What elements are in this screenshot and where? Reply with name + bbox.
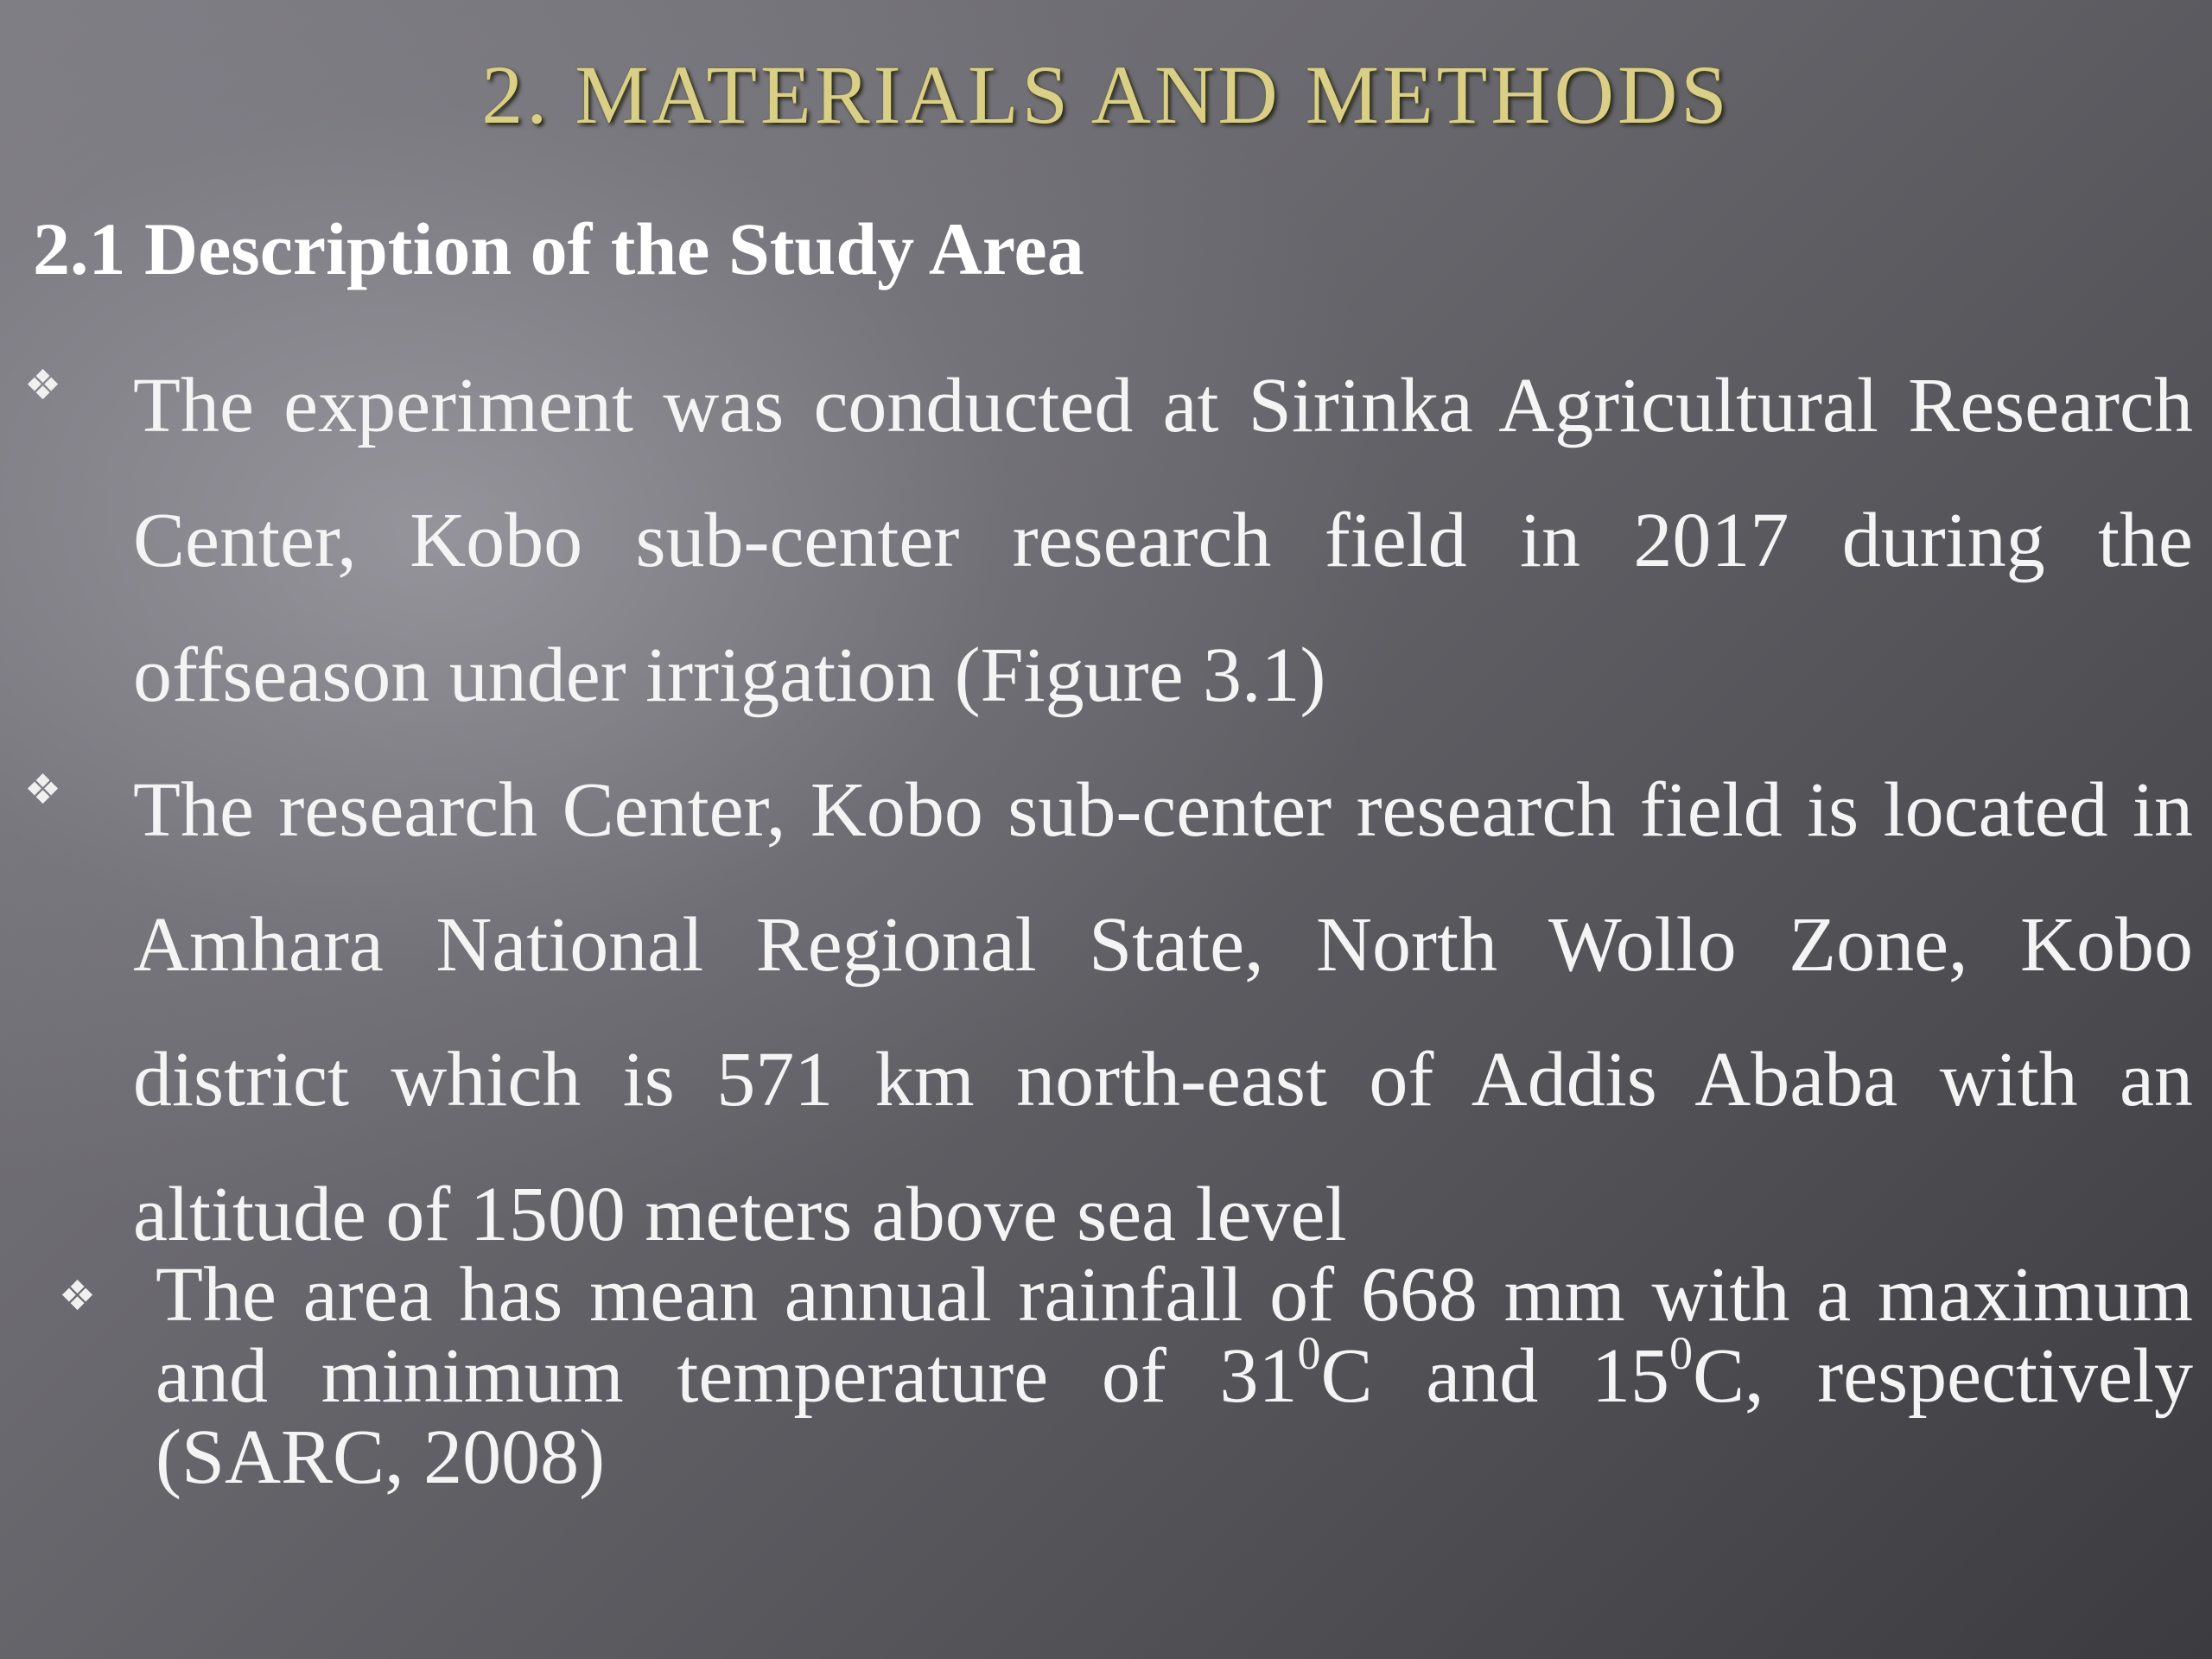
climate-text-part: The area has mean annual rainfall of 668 mm with a maximum and minimum temperature of 31: [156, 1252, 2193, 1419]
climate-text-part: C, respectively (SARC, 2008): [156, 1333, 2193, 1500]
bullet-text: The experiment was conducted at Sirinka Agricultural Research Center, Kobo sub-center research field in 2017 during the offseason under irrigation (Figure 3.1): [133, 363, 2193, 718]
climate-text-part: C and 15: [1320, 1333, 1669, 1419]
diamond-bullet-icon: ❖: [24, 361, 62, 410]
bullet-item-research-center-location: [24, 743, 2193, 1257]
bullet-text: The research Center, Kobo sub-center research field is located in Amhara National Regional State, North Wollo Zone, Kobo district which is 571 km north-east of Addis Ababa with an altitude of 1500 meters above sea level: [133, 767, 2193, 1257]
superscript-degree-max: 0: [1297, 1327, 1321, 1380]
section-heading: 2.1 Description of the Study Area: [33, 207, 1084, 290]
diamond-bullet-icon: ❖: [24, 766, 62, 814]
bullet-text: [156, 1252, 2193, 1500]
slide-title: 2. MATERIALS AND METHODS: [481, 48, 1731, 141]
bullet-item-climate: [59, 1252, 2193, 1514]
bullet-item-experiment-location: [24, 339, 2193, 719]
diamond-bullet-icon: ❖: [59, 1272, 97, 1320]
superscript-degree-min: 0: [1669, 1327, 1693, 1380]
